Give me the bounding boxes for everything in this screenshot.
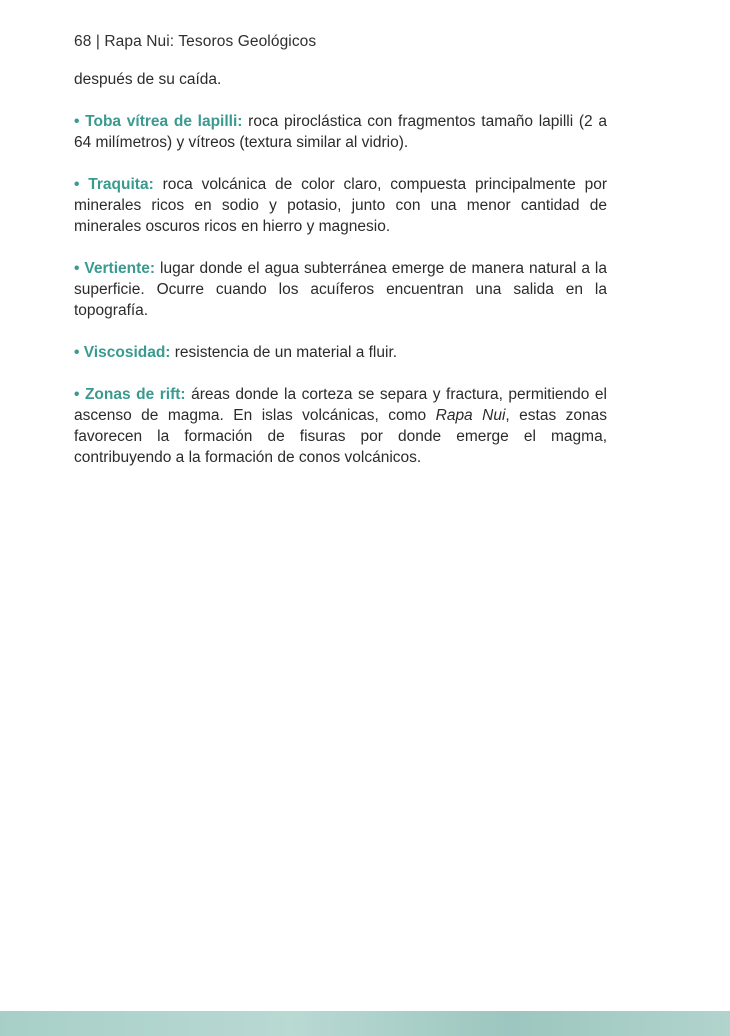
glossary-entry-traquita [74,174,607,237]
bullet-icon: • [74,386,80,403]
glossary-definition: lugar donde el agua subterránea emerge de manera natural a la superficie. Ocurre cuando los acuíferos encuentran una salida en la topografía. [74,260,608,319]
glossary-term: Zonas de rift: [84,386,186,403]
place-name-italic: Rapa Nui [435,407,506,424]
glossary-entry-viscosidad [74,342,607,363]
glossary-term: Viscosidad: [83,344,171,361]
glossary-definition-part: áreas donde la corteza se separa y fractura, permitiendo el ascenso de magma. En islas volcánicas, como [74,386,607,424]
bullet-icon: • [74,260,80,277]
glossary-entry-toba-vitrea [74,111,607,153]
glossary-definition: roca piroclástica con fragmentos tamaño lapilli (2 a 64 milímetros) y vítreos (textura similar al vidrio). [74,113,607,151]
bullet-icon: • [74,113,80,130]
running-header: 68 | Rapa Nui: Tesoros Geológicos [74,33,317,50]
glossary-definition: resistencia de un material a fluir. [170,344,398,361]
glossary-term: Traquita: [88,176,154,193]
glossary-definition: roca volcánica de color claro, compuesta principalmente por minerales ricos en sodio y potasio, junto con una menor cantidad de minerales oscuros ricos en hierro y magnesio. [74,176,607,235]
glossary-term: Toba vítrea de lapilli: [85,113,243,130]
glossary-entry-zonas-de-rift [74,384,607,468]
bullet-icon: • [74,344,80,361]
glossary-term: Vertiente: [84,260,156,277]
footer-decorative-band [0,1011,730,1036]
intro-continuation: después de su caída. [74,71,222,88]
glossary-entry-vertiente [74,258,607,321]
glossary-definition-part: , estas zonas favorecen la formación de fisuras por donde emerge el magma, contribuyendo a la formación de conos volcánicos. [74,407,607,466]
glossary-content [74,69,607,489]
bullet-icon: • [74,176,80,193]
